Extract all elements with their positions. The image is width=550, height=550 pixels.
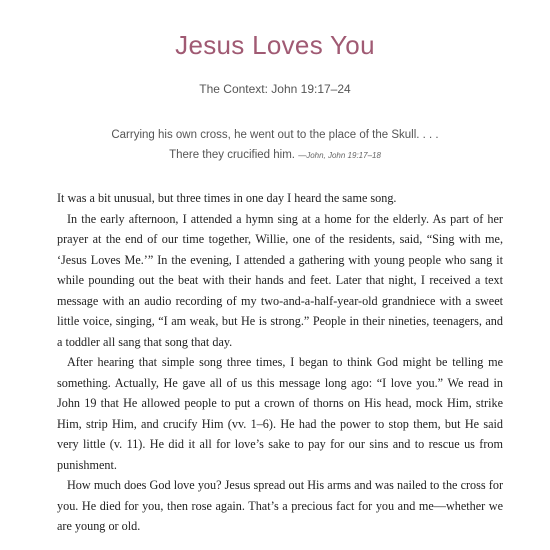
paragraph: In the early afternoon, I attended a hymn sing at a home for the elderly. As part of her prayer at the end of our time together, Willie, one of the residents, said, “Sing with me, ‘Jesus Loves Me.’” In the evening, I attended a gathering with young people who sang it while pounding out the beat with their hands and feet. Later that night, I received a text message with an audio recording of my two-and-a-half-year-old grandniece with a sweet little voice, singing, “I am weak, but He is strong.” People in their nineties, teenagers, and a toddler all sang that song that day. — [57, 211, 503, 349]
page-title: Jesus Loves You — [175, 30, 375, 60]
paragraph: How much does God love you? Jesus spread out His arms and was nailed to the cross for you. He died for you, then rose again. That’s a precious fact for you and me—whether we are young or old. — [57, 478, 503, 533]
quote-reference: —John, John 19:17–18 — [298, 151, 381, 160]
paragraph: It was a bit unusual, but three times in one day I heard the same song. — [57, 191, 397, 205]
devotional-body — [57, 188, 503, 537]
quote-line-1: Carrying his own cross, he went out to the place of the Skull. . . . — [111, 129, 439, 141]
quote-text: There they crucified him. — [169, 149, 295, 161]
scripture-quote — [60, 125, 490, 166]
paragraph: After hearing that simple song three times, I began to think God might be telling me something. Actually, He gave all of us this message long ago: “I love you.” We read in John 19 that He allowed people to put a crown of thorns on His head, mock Him, strike Him, strip Him, and crucify Him (vv. 1–6). He had the power to stop them, but He said very little (v. 11). He did it all for love’s sake to pay for our sins and to rescue us from punishment. — [57, 355, 503, 472]
quote-line-2 — [60, 145, 490, 166]
scripture-context: The Context: John 19:17–24 — [199, 82, 351, 96]
